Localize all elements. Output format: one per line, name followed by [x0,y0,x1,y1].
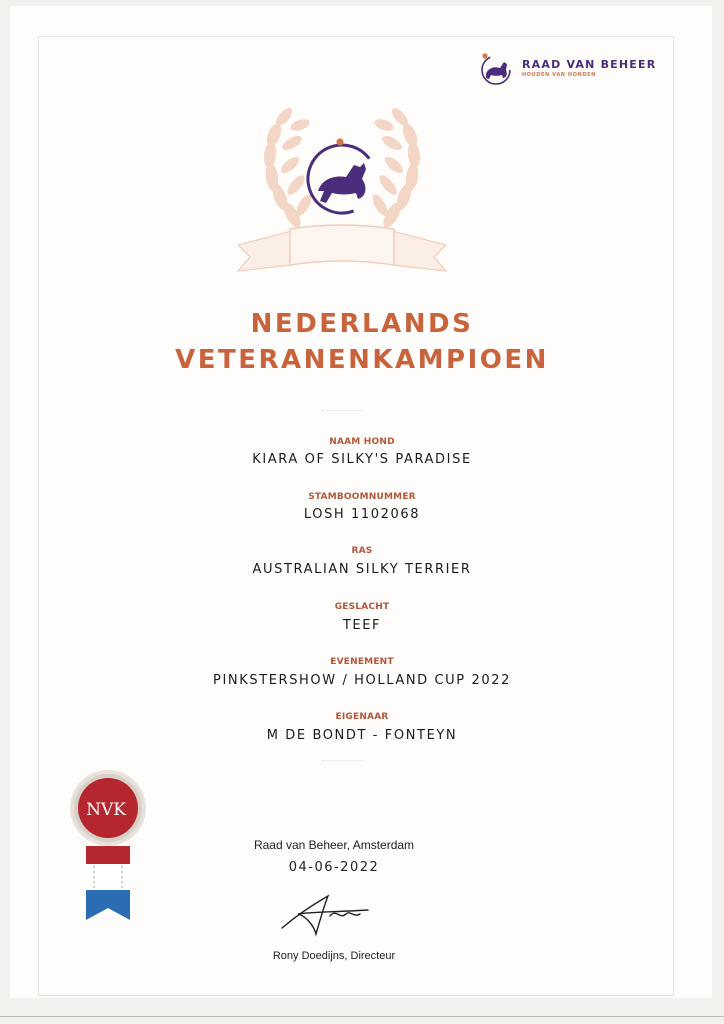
dog-name-label: NAAM HOND [329,437,395,447]
separator [322,410,362,413]
brand-tagline: HOUDEN VAN HONDEN [522,72,596,78]
owner-label: EIGENAAR [335,712,389,722]
brand-logo [476,48,666,88]
issued-place: Raad van Beheer, Amsterdam [253,838,415,852]
ribbon-banner-icon [238,225,446,271]
issued-date: 04-06-2022 [288,860,380,875]
flag-ribbon-icon [86,846,130,920]
page-edge-line [0,1016,724,1017]
breed-label: RAS [351,546,373,556]
pedigree-number-label: STAMBOOMNUMMER [308,492,416,502]
certificate-title-line-2: VETERANENKAMPIOEN [175,345,549,375]
signature-image [276,886,376,942]
nvk-seal [60,768,156,924]
dog-name-value: KIARA OF SILKY'S PARADISE [252,452,472,467]
laurel-emblem [230,95,454,285]
event-value: PINKSTERSHOW / HOLLAND CUP 2022 [213,673,511,688]
certificate-title-line-1: NEDERLANDS [250,309,474,339]
dog-emblem-icon [298,135,385,222]
breed-value: AUSTRALIAN SILKY TERRIER [252,562,472,577]
dog-logo-icon [476,48,516,88]
seal-text: NVK [86,800,126,820]
sex-label: GESLACHT [334,602,390,612]
laurel-wreath-icon [263,105,422,230]
brand-name: RAAD VAN BEHEER [522,58,657,71]
pedigree-number-value: LOSH 1102068 [303,507,421,522]
signer-name: Rony Doedijns, Directeur [272,950,396,962]
owner-value: M DE BONDT - FONTEYN [266,728,458,743]
sex-value: TEEF [342,618,382,633]
event-label: EVENEMENT [330,657,394,667]
separator [322,760,362,763]
